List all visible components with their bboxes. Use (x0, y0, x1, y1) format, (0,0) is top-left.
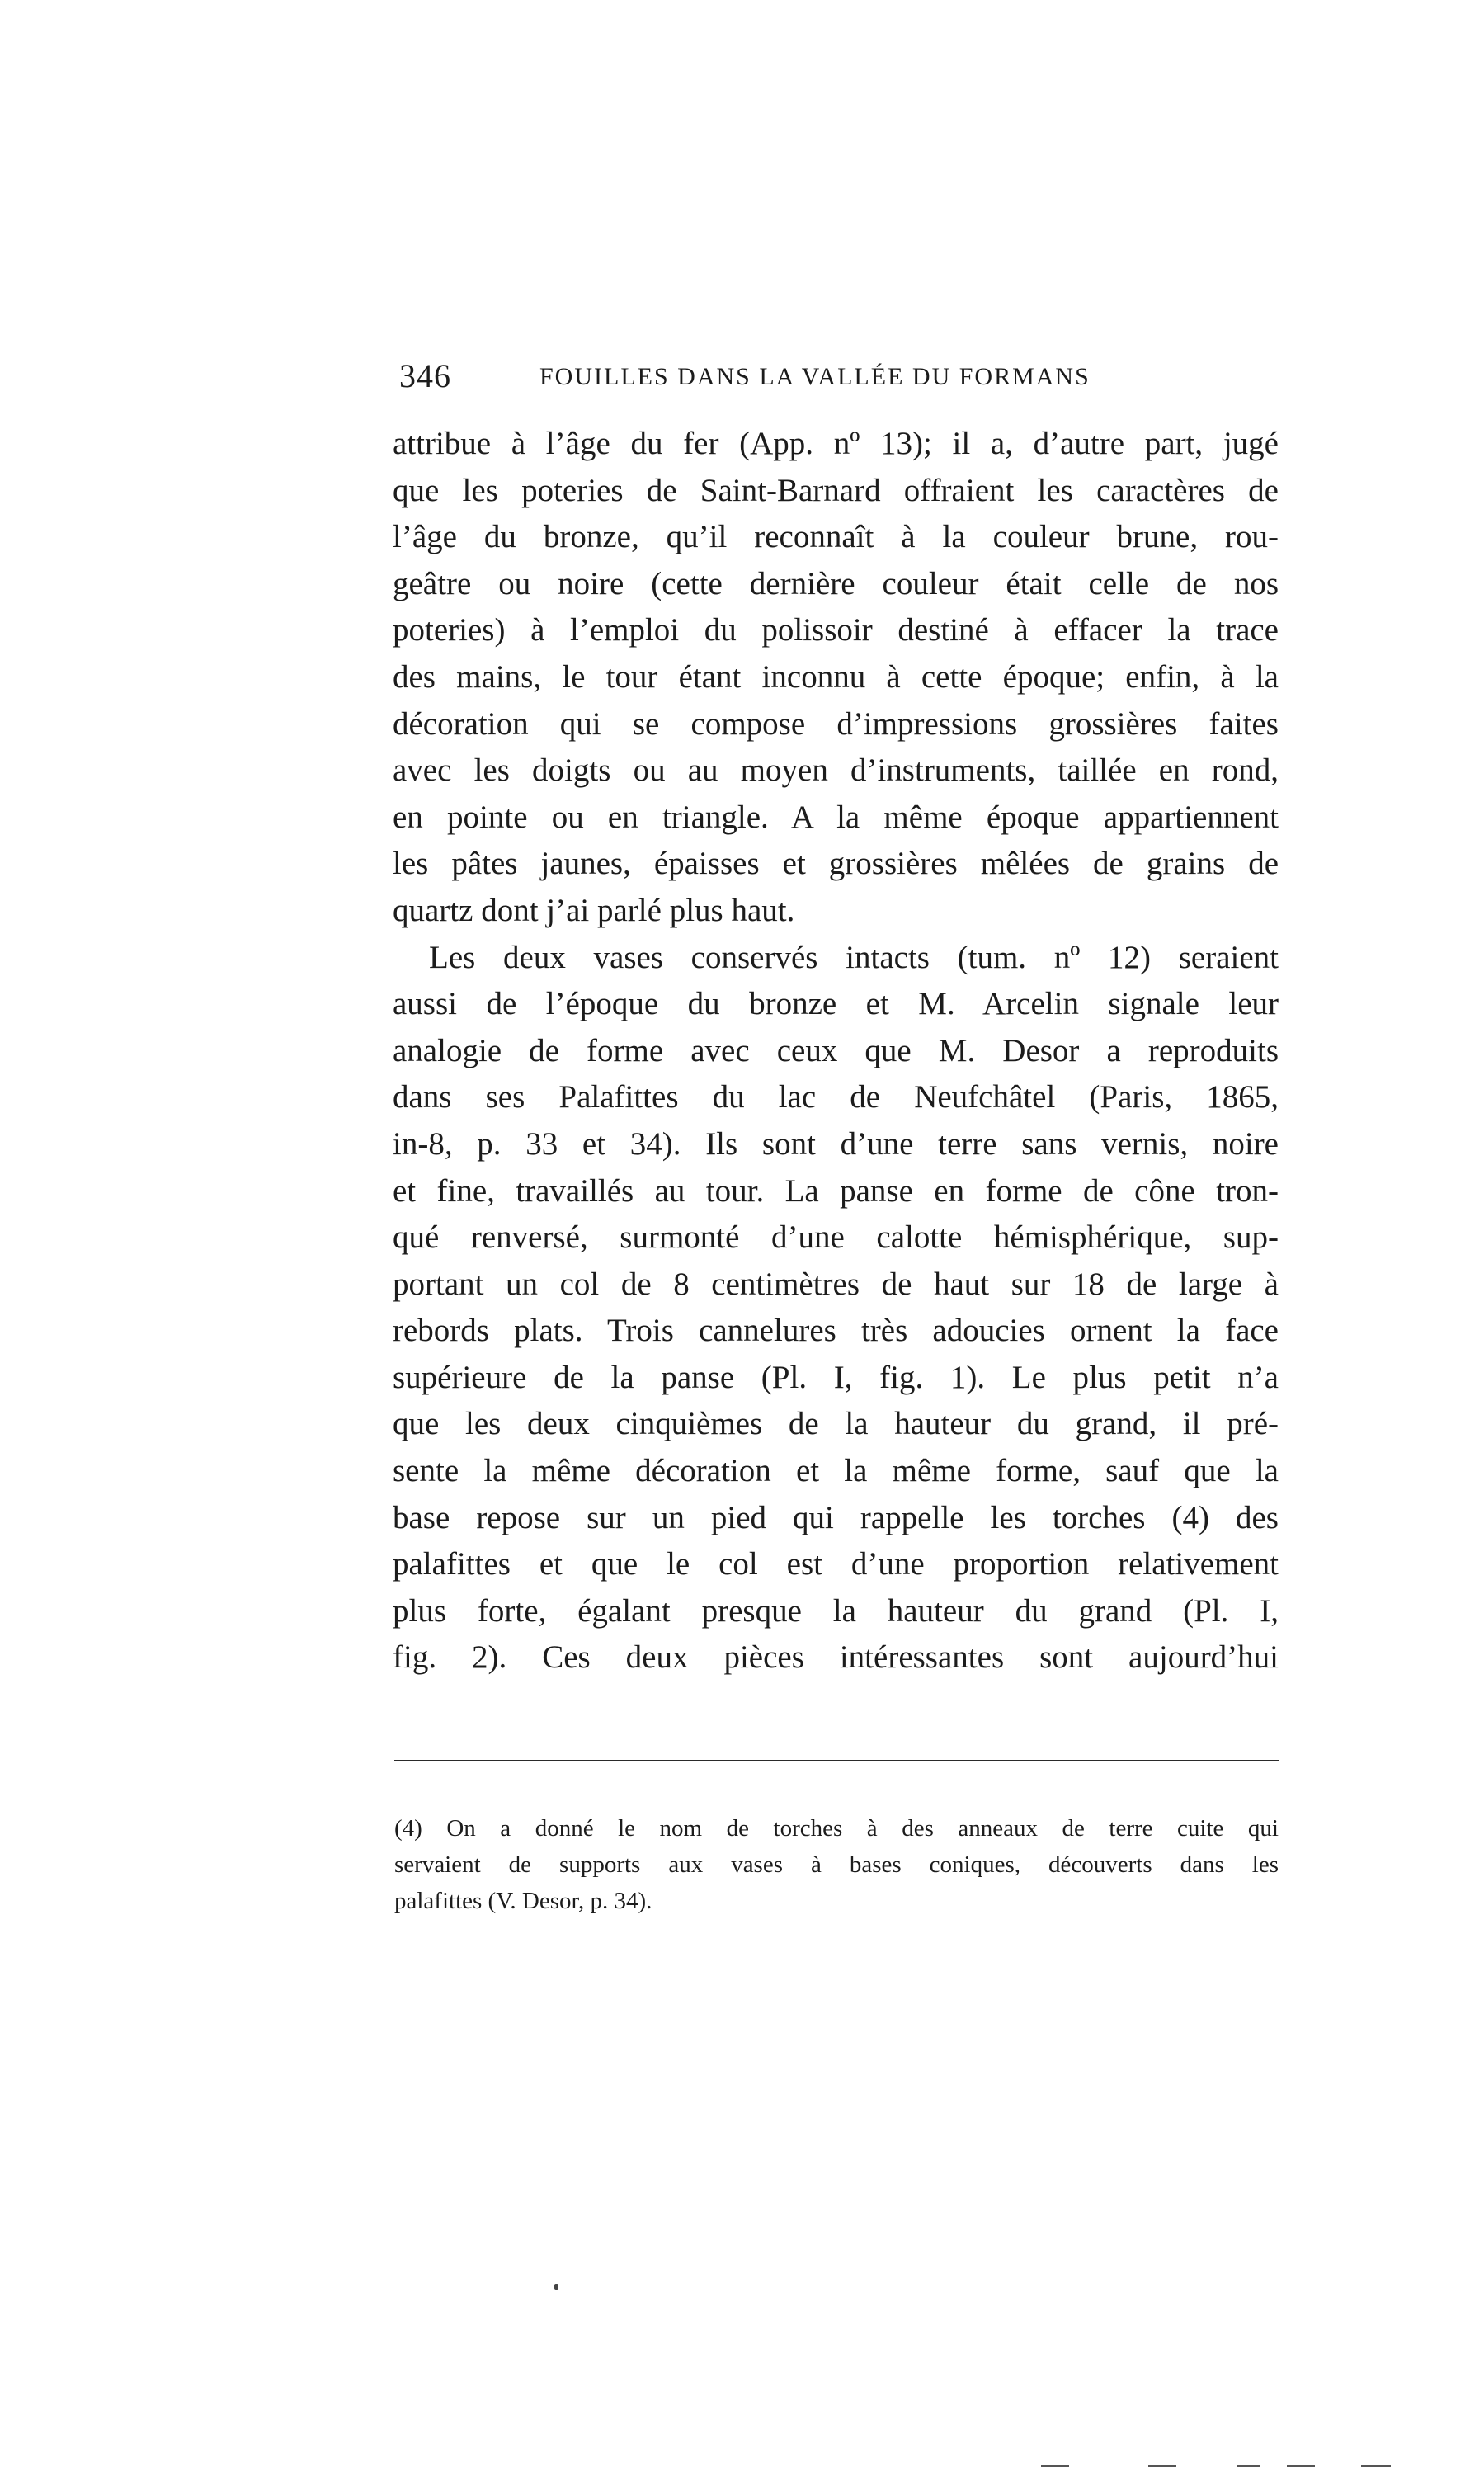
text-line: base repose sur un pied qui rappelle les torches (4) des (393, 1499, 1279, 1535)
footnote-divider (394, 1760, 1279, 1761)
text-line: dans ses Palafittes du lac de Neufchâtel (Paris, 1865, (393, 1079, 1279, 1115)
page-number: 346 (399, 357, 451, 394)
running-title: FOUILLES DANS LA VALLÉE DU FORMANS (539, 363, 1091, 390)
text-line: aussi de l’époque du bronze et M. Arcelin signale leur (393, 986, 1279, 1022)
scan-artifact (1237, 2465, 1260, 2467)
text-line: poteries) à l’emploi du polissoir destiné à effacer la trace (393, 612, 1279, 648)
ink-speck (554, 2284, 558, 2290)
text-line: avec les doigts ou au moyen d’instruments, taillée en rond, (393, 752, 1279, 789)
text-line: les pâtes jaunes, épaisses et grossières mêlées de grains de (393, 846, 1279, 882)
scan-artifact (1148, 2465, 1176, 2467)
text-line: supérieure de la panse (Pl. I, fig. 1). Le plus petit n’a (393, 1359, 1279, 1395)
footnote-line: servaient de supports aux vases à bases coniques, découverts dans les (394, 1851, 1279, 1878)
text-line: plus forte, égalant presque la hauteur du grand (Pl. I, (393, 1592, 1279, 1629)
text-line: que les deux cinquièmes de la hauteur du grand, il pré- (393, 1406, 1279, 1442)
text-line: geâtre ou noire (cette dernière couleur était celle de nos (393, 565, 1279, 601)
text-line: palafittes et que le col est d’une proportion relativement (393, 1546, 1279, 1582)
text-line: portant un col de 8 centimètres de haut sur 18 de large à (393, 1266, 1279, 1302)
text-line: analogie de forme avec ceux que M. Desor a reproduits (393, 1032, 1279, 1068)
body-text (393, 421, 1279, 1681)
text-line: qué renversé, surmonté d’une calotte hémisphérique, sup- (393, 1219, 1279, 1256)
scan-artifact (1361, 2465, 1391, 2467)
text-line: et fine, travaillés au tour. La panse en forme de cône tron- (393, 1172, 1279, 1209)
paragraph-end-line: quartz dont j’ai parlé plus haut. (393, 892, 795, 928)
text-line: des mains, le tour étant inconnu à cette époque; enfin, à la (393, 658, 1279, 695)
scan-artifact (1287, 2465, 1315, 2467)
paragraph-start-line: Les deux vases conservés intacts (tum. nº 12) seraient (429, 939, 1279, 975)
text-line: in-8, p. 33 et 34). Ils sont d’une terre sans vernis, noire (393, 1125, 1279, 1162)
text-line: que les poteries de Saint-Barnard offraient les caractères de (393, 472, 1279, 508)
text-line: attribue à l’âge du fer (App. nº 13); il a, d’autre part, jugé (393, 426, 1279, 461)
page-header (399, 356, 1274, 406)
text-line: décoration qui se compose d’impressions grossières faites (393, 705, 1279, 742)
scan-artifact (1041, 2465, 1069, 2467)
text-line: rebords plats. Trois cannelures très adoucies ornent la face (393, 1313, 1279, 1349)
text-line: sente la même décoration et la même forme, sauf que la (393, 1453, 1279, 1489)
text-line: en pointe ou en triangle. A la même époque appartiennent (393, 799, 1279, 835)
text-line: l’âge du bronze, qu’il reconnaît à la couleur brune, rou- (393, 519, 1279, 555)
text-line: fig. 2). Ces deux pièces intéressantes sont aujourd’hui (393, 1639, 1279, 1676)
footnote-line: (4) On a donné le nom de torches à des anneaux de terre cuite qui (394, 1815, 1279, 1842)
footnote-line: palafittes (V. Desor, p. 34). (394, 1888, 652, 1914)
footnote (394, 1810, 1279, 1919)
